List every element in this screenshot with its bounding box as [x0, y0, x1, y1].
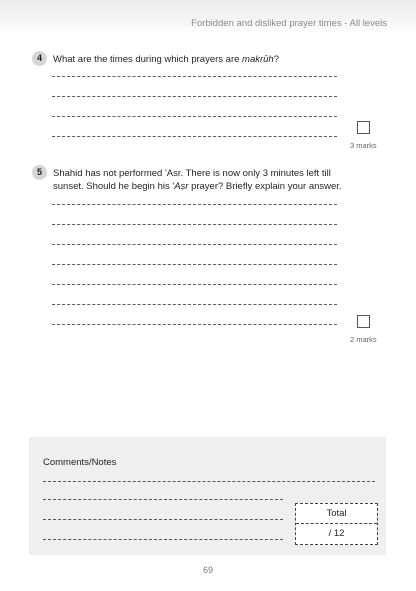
answer-line[interactable]: [52, 204, 337, 205]
answer-line[interactable]: [52, 76, 337, 77]
question-5-text: Shahid has not performed 'Asr. There is now only 3 minutes left till sunset. Should he begin his 'Aṣr prayer? Briefly explain your answer.: [53, 168, 342, 192]
total-score-box: [295, 503, 378, 545]
section-title: Forbidden and disliked prayer times - All levels: [191, 18, 387, 29]
comments-notes-title: Comments/Notes: [43, 457, 117, 468]
answer-line[interactable]: [52, 136, 337, 137]
answer-line[interactable]: [52, 244, 337, 245]
comments-notes-box: [29, 437, 386, 555]
marks-checkbox[interactable]: [357, 315, 370, 328]
answer-line[interactable]: [52, 264, 337, 265]
marks-label: 3 marks: [350, 141, 377, 150]
answer-line[interactable]: [52, 304, 337, 305]
total-divider: [296, 523, 377, 524]
question-number-badge: 4: [32, 51, 47, 66]
notes-line[interactable]: [43, 519, 283, 520]
page-number: 69: [202, 565, 213, 575]
question-4-text: What are the times during which prayers are makrūh?: [53, 54, 280, 65]
answer-line[interactable]: [52, 284, 337, 285]
answer-line[interactable]: [52, 324, 337, 325]
notes-line[interactable]: [43, 481, 375, 482]
total-score[interactable]: / 12: [328, 528, 345, 539]
notes-line[interactable]: [43, 539, 283, 540]
answer-line[interactable]: [52, 96, 337, 97]
marks-checkbox[interactable]: [357, 121, 370, 134]
question-number-badge: 5: [32, 165, 47, 180]
answer-line[interactable]: [52, 116, 337, 117]
answer-line[interactable]: [52, 224, 337, 225]
notes-line[interactable]: [43, 499, 283, 500]
marks-label: 2 marks: [350, 335, 377, 344]
total-label: Total: [326, 508, 347, 519]
